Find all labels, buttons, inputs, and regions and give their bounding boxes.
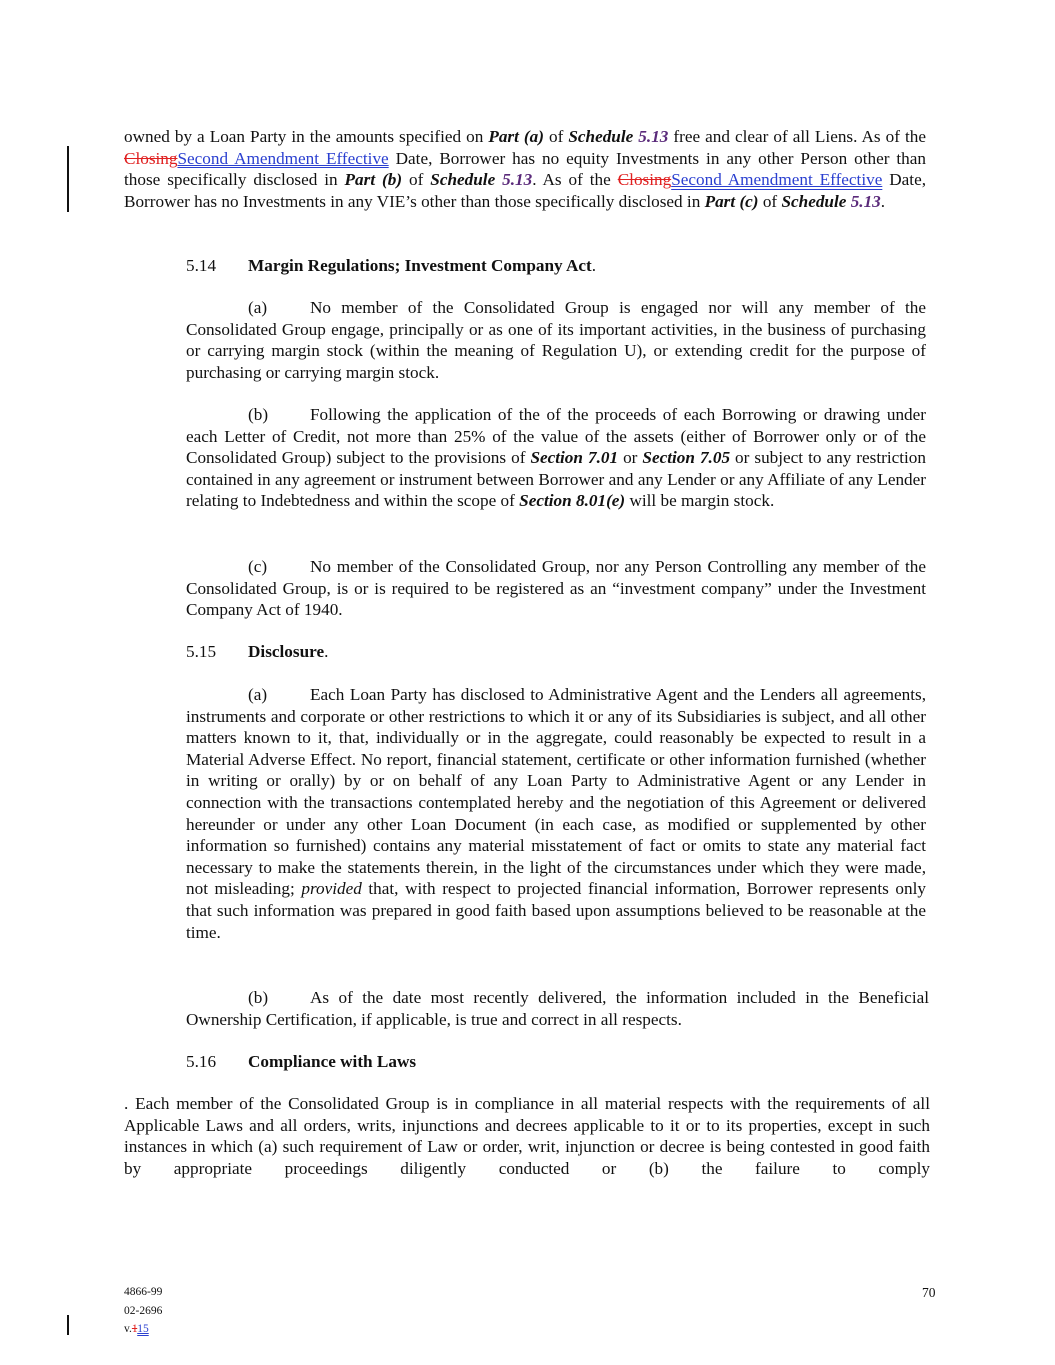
section-heading-5-14: 5.14 Margin Regulations; Investment Company Act. [186, 256, 597, 275]
paragraph-5-16: . Each member of the Consolidated Group is in compliance in all material respects with the requirements of all Applicable Laws and all orders, writs, injunctions and decrees applicable to it or to its properties, except in such instances in which (a) such requirement of Law or order, writ, injunction or decree is being contested in good faith by appropriate proceedings diligently conducted or (b) the failure to comply [124, 1094, 930, 1178]
clause-label: (b) [248, 405, 269, 424]
part-a-ref: Part (a) [488, 127, 544, 146]
section-heading-5-15: 5.15 Disclosure. [186, 642, 329, 661]
section-number: 5.14 [186, 256, 217, 275]
paragraph-5-14-c: (c) No member of the Consolidated Group, nor any Person Controlling any member of the Consolidated Group, is or is required to be registered as an “investment company” under the Investment Company Act of 1940. [186, 557, 926, 620]
deleted-version: 1 [131, 1323, 138, 1335]
section-ref: Section 8.01(e) [519, 491, 626, 511]
inserted-text: Second Amendment Effective [177, 148, 389, 168]
schedule-number: 5.13 [502, 170, 533, 190]
page-number: 70 [922, 1285, 936, 1300]
section-title: Margin Regulations; Investment Company Act [248, 256, 592, 275]
paragraph-5-15-a: (a) Each Loan Party has disclosed to Administrative Agent and the Lenders all agreements, instruments and corporate or other restrictions to which it or any of its Subsidiaries is subject, and all other matters known to it, that, individually or in the aggregate, could reasonably be expected to result in a Material Adverse Effect. No report, financial statement, certificate or other information furnished (whether in writing or orally) by or on behalf of any Loan Party to Administrative Agent or any Lender in connection with the transactions contemplated hereby and the negotiation of this Agreement or delivered hereunder or under any other Loan Document (in each case, as modified or supplemented by other information so furnished) contains any material misstatement of fact or omits to state any material fact necessary to make the statements therein, in the light of the circumstances under which they were made, not misleading; provided that, with respect to projected financial information, Borrower represents only that such information was prepared in good faith based upon assumptions believed to be reasonable at the time. [186, 685, 926, 942]
change-bar [67, 146, 69, 212]
inserted-version: 15 [137, 1323, 149, 1335]
intro-paragraph: owned by a Loan Party in the amounts specified on Part (a) of Schedule 5.13 free and clear of all Liens. As of the ClosingSecond Amendment Effective Date, Borrower has no equity Investments in any other Person other than those specifically disclosed in Part (b) of Schedule 5.13. As of the ClosingSecond Amendment Effective Date, Borrower has no Investments in any VIE’s other than those specifically disclosed in Part (c) of Schedule 5.13. [124, 127, 926, 211]
clause-label: (a) [248, 685, 268, 704]
deleted-text: Closing [124, 148, 178, 168]
section-ref: Section 7.01 [530, 448, 619, 468]
paragraph-5-14-a: (a) No member of the Consolidated Group is engaged nor will any member of the Consolidated Group engage, principally or as one of its important activities, in the business of purchasing or carrying margin stock (within the meaning of Regulation U), or extending credit for the purpose of purchasing or carrying margin stock. [186, 298, 926, 382]
section-number: 5.16 [186, 1052, 217, 1071]
clause-label: (b) [248, 988, 269, 1007]
clause-label: (a) [248, 298, 268, 317]
inserted-text: Second Amendment Effective [671, 170, 883, 190]
section-ref: Section 7.05 [642, 448, 731, 468]
clause-label: (c) [248, 557, 268, 576]
schedule-number: 5.13 [638, 127, 669, 146]
change-bar [67, 1315, 69, 1335]
deleted-text: Closing [617, 170, 672, 190]
part-c-ref: Part (c) [704, 191, 759, 211]
doc-id-line2: 02-2696 [124, 1304, 163, 1317]
section-title: Disclosure [248, 642, 325, 661]
paragraph-5-14-b: (b) Following the application of the of the proceeds of each Borrowing or drawing under each Letter of Credit, not more than 25% of the value of the assets (either of Borrower only or of the Consolidated Group) subject to the provisions of Section 7.01 or Section 7.05 or subject to any restriction contained in any agreement or instrument between Borrower and any Lender or any Affiliate of any Lender relating to Indebtedness and within the scope of Section 8.01(e) will be margin stock. [186, 405, 926, 511]
section-heading-5-16 [186, 1051, 416, 1073]
part-b-ref: Part (b) [344, 170, 403, 190]
document-id-footer [124, 1283, 162, 1339]
schedule-number: 5.13 [850, 191, 881, 211]
paragraph-5-15-b: (b) As of the date most recently delivered, the information included in the Beneficial Ownership Certification, if applicable, is true and correct in all respects. [186, 988, 929, 1029]
section-title: Compliance with Laws [248, 1052, 417, 1071]
version-line: v.115 [124, 1323, 149, 1335]
section-number: 5.15 [186, 642, 217, 661]
doc-id-line1: 4866-99 [124, 1286, 163, 1298]
